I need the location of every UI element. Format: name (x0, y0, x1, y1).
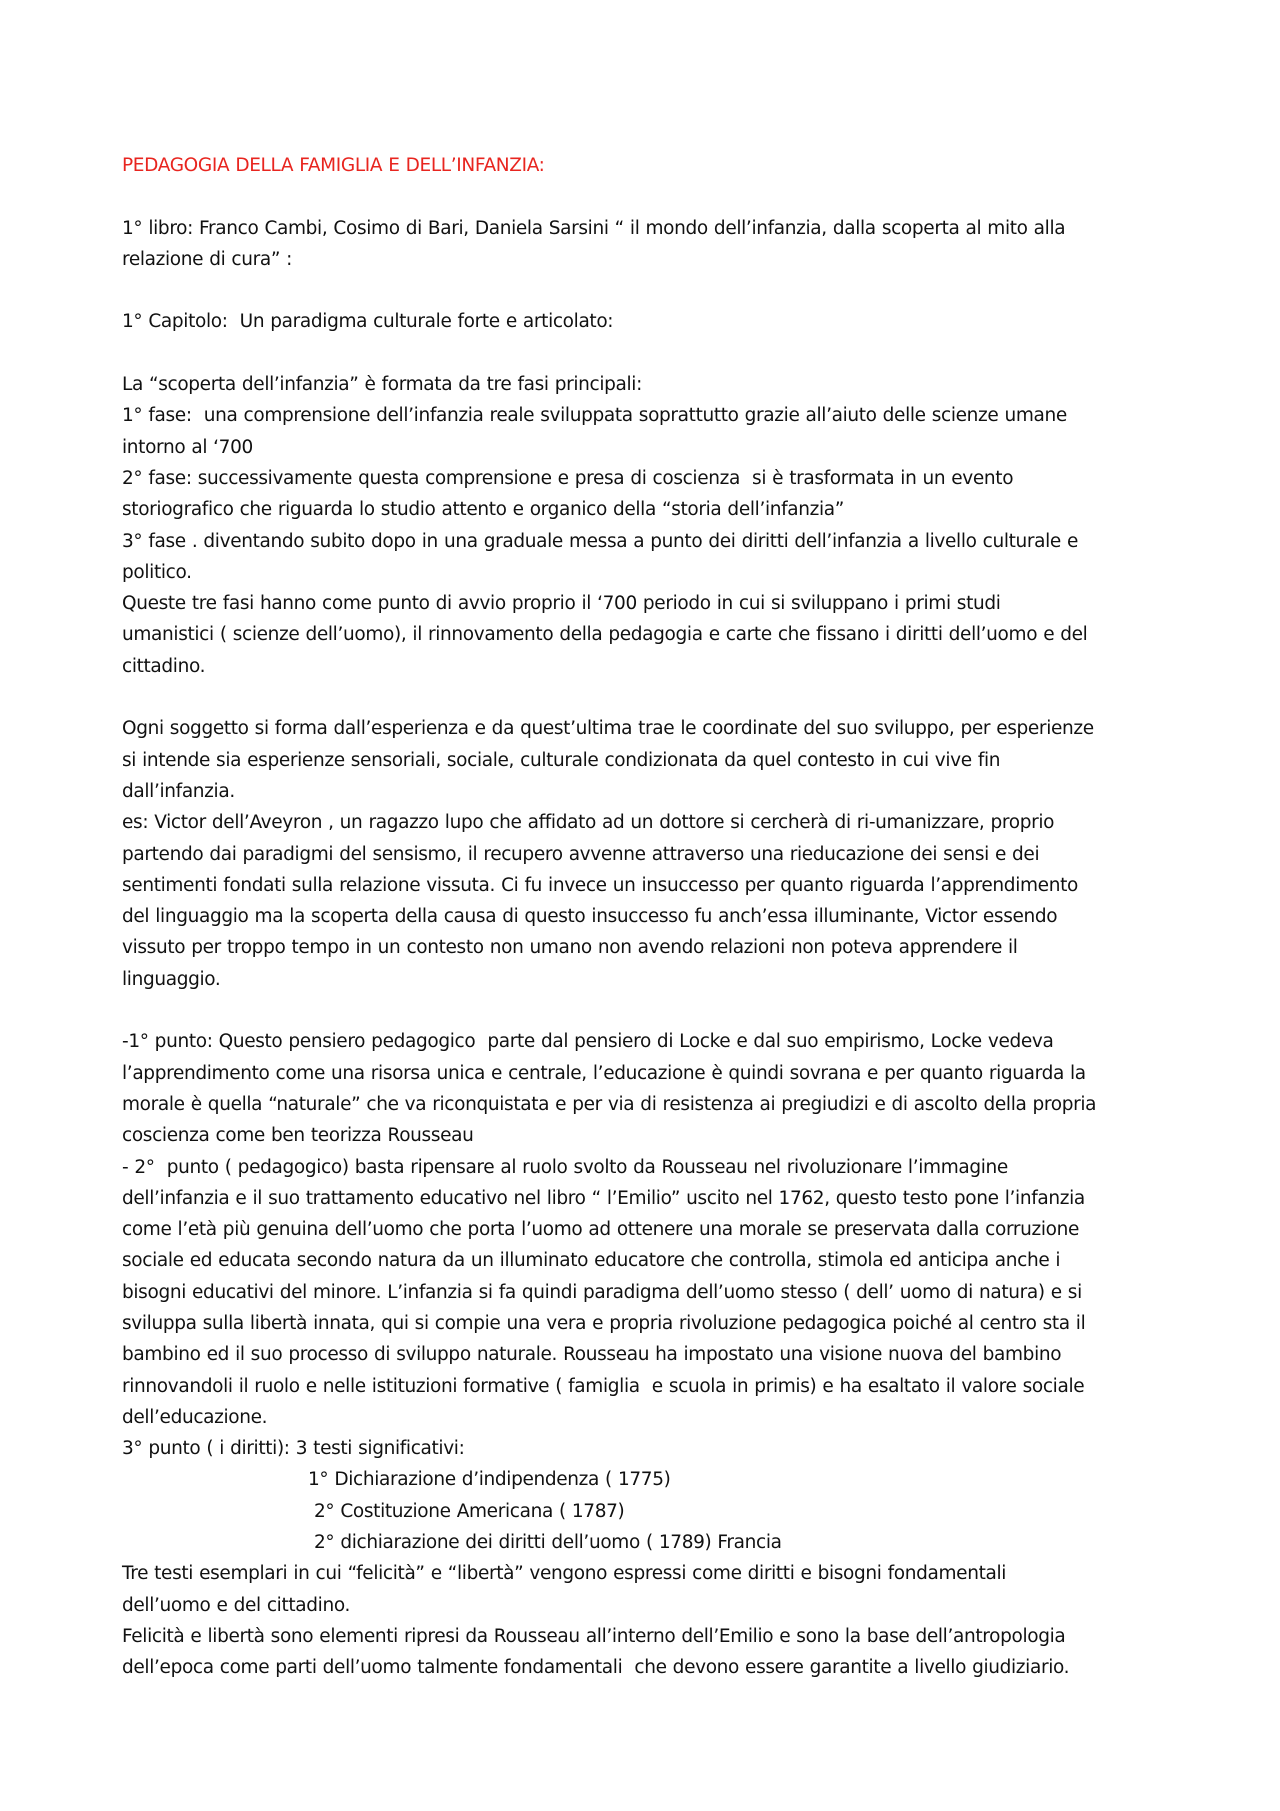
phases-paragraph (122, 369, 1172, 682)
text-line: dell’educazione. (122, 1406, 268, 1428)
text-line: dall’infanzia. (122, 780, 235, 802)
text-line: 2° fase: successivamente questa comprensione e presa di coscienza si è trasformata in un evento (122, 467, 1014, 489)
blank-line (122, 275, 1172, 306)
blank-line (122, 181, 1172, 212)
text-line: partendo dai paradigmi del sensismo, il recupero avvenne attraverso una rieducazione dei sensi e dei (122, 843, 1040, 865)
text-line: Felicità e libertà sono elementi ripresi da Rousseau all’interno dell’Emilio e sono la base dell’antropologia (122, 1625, 1066, 1647)
text-line: umanistici ( scienze dell’uomo), il rinnovamento della pedagogia e carte che fissano i diritti dell’uomo e del (122, 624, 1088, 646)
text-line: relazione di cura” : (122, 248, 293, 270)
text-line: dell’epoca come parti dell’uomo talmente fondamentali che devono essere garantite a livello giudiziario. (122, 1657, 1070, 1679)
chapter-heading: 1° Capitolo: Un paradigma culturale forte e articolato: (122, 311, 614, 333)
text-line: sociale ed educata secondo natura da un illuminato educatore che controlla, stimola ed anticipa anche i (122, 1250, 1061, 1272)
blank-line (122, 338, 1172, 369)
text-line: Tre testi esemplari in cui “felicità” e “libertà” vengono espressi come diritti e bisogni fondamentali (122, 1563, 1007, 1585)
text-line: sviluppa sulla libertà innata, qui si compie una vera e propria rivoluzione pedagogica poiché al centro sta il (122, 1312, 1086, 1334)
text-line: Ogni soggetto si forma dall’esperienza e da quest’ultima trae le coordinate del suo sviluppo, per esperienze (122, 718, 1094, 740)
points-paragraph (122, 1026, 1172, 1464)
documents-list (122, 1464, 1172, 1558)
text-line: 3° fase . diventando subito dopo in una graduale messa a punto dei diritti dell’infanzia a livello culturale e (122, 530, 1079, 552)
text-line: 3° punto ( i diritti): 3 testi significativi: (122, 1438, 465, 1460)
text-line: 1° libro: Franco Cambi, Cosimo di Bari, Daniela Sarsini “ il mondo dell’infanzia, dalla scoperta al mito alla (122, 217, 1066, 239)
text-line: come l’età più genuina dell’uomo che porta l’uomo ad ottenere una morale se preservata dalla corruzione (122, 1219, 1080, 1241)
text-line: vissuto per troppo tempo in un contesto non umano non avendo relazioni non poteva apprendere il (122, 937, 1018, 959)
book-reference (122, 213, 1172, 276)
document-body (122, 150, 1172, 1684)
text-line: -1° punto: Questo pensiero pedagogico parte dal pensiero di Locke e dal suo empirismo, Locke vedeva (122, 1031, 1054, 1053)
text-line: cittadino. (122, 655, 206, 677)
text-line: l’apprendimento come una risorsa unica e centrale, l’educazione è quindi sovrana e per quanto riguarda la (122, 1062, 1086, 1084)
text-line: storiografico che riguarda lo studio attento e organico della “storia dell’infanzia” (122, 499, 845, 521)
text-line: Queste tre fasi hanno come punto di avvio proprio il ‘700 periodo in cui si sviluppano i primi studi (122, 593, 1001, 615)
blank-line (122, 995, 1172, 1026)
text-line: coscienza come ben teorizza Rousseau (122, 1125, 474, 1147)
closing-paragraph (122, 1558, 1172, 1683)
text-line: morale è quella “naturale” che va riconquistata e per via di resistenza ai pregiudizi e di ascolto della propria (122, 1093, 1097, 1115)
text-line: si intende sia esperienze sensoriali, sociale, culturale condizionata da quel contesto in cui vive fin (122, 749, 1001, 771)
blank-line (122, 682, 1172, 713)
text-line: dell’infanzia e il suo trattamento educativo nel libro “ l’Emilio” uscito nel 1762, questo testo pone l’infanzia (122, 1187, 1085, 1209)
text-line: bambino ed il suo processo di sviluppo naturale. Rousseau ha impostato una visione nuova del bambino (122, 1344, 1062, 1366)
list-item: 2° dichiarazione dei diritti dell’uomo ( 1789) Francia (314, 1532, 782, 1554)
text-line: del linguaggio ma la scoperta della causa di questo insuccesso fu anch’essa illuminante, Victor essendo (122, 906, 1058, 928)
text-line: rinnovandoli il ruolo e nelle istituzioni formative ( famiglia e scuola in primis) e ha esaltato il valore sociale (122, 1375, 1085, 1397)
text-line: - 2° punto ( pedagogico) basta ripensare al ruolo svolto da Rousseau nel rivoluzionare l’immagine (122, 1156, 1008, 1178)
text-line: 1° fase: una comprensione dell’infanzia reale sviluppata soprattutto grazie all’aiuto delle scienze umane (122, 405, 1067, 427)
text-line: bisogni educativi del minore. L’infanzia si fa quindi paradigma dell’uomo stesso ( dell’ uomo di natura) e si (122, 1281, 1082, 1303)
text-line: politico. (122, 561, 192, 583)
text-line: dell’uomo e del cittadino. (122, 1594, 350, 1616)
text-line: linguaggio. (122, 968, 221, 990)
experience-paragraph (122, 713, 1172, 995)
document-title: PEDAGOGIA DELLA FAMIGLIA E DELL’INFANZIA: (122, 155, 545, 176)
list-item: 2° Costituzione Americana ( 1787) (314, 1500, 625, 1522)
text-line: es: Victor dell’Aveyron , un ragazzo lupo che affidato ad un dottore si cercherà di ri-umanizzare, proprio (122, 812, 1055, 834)
text-line: intorno al ‘700 (122, 436, 253, 458)
list-item: 1° Dichiarazione d’indipendenza ( 1775) (308, 1469, 671, 1491)
text-line: La “scoperta dell’infanzia” è formata da tre fasi principali: (122, 374, 642, 396)
text-line: sentimenti fondati sulla relazione vissuta. Ci fu invece un insuccesso per quanto riguarda l’apprendimento (122, 874, 1078, 896)
